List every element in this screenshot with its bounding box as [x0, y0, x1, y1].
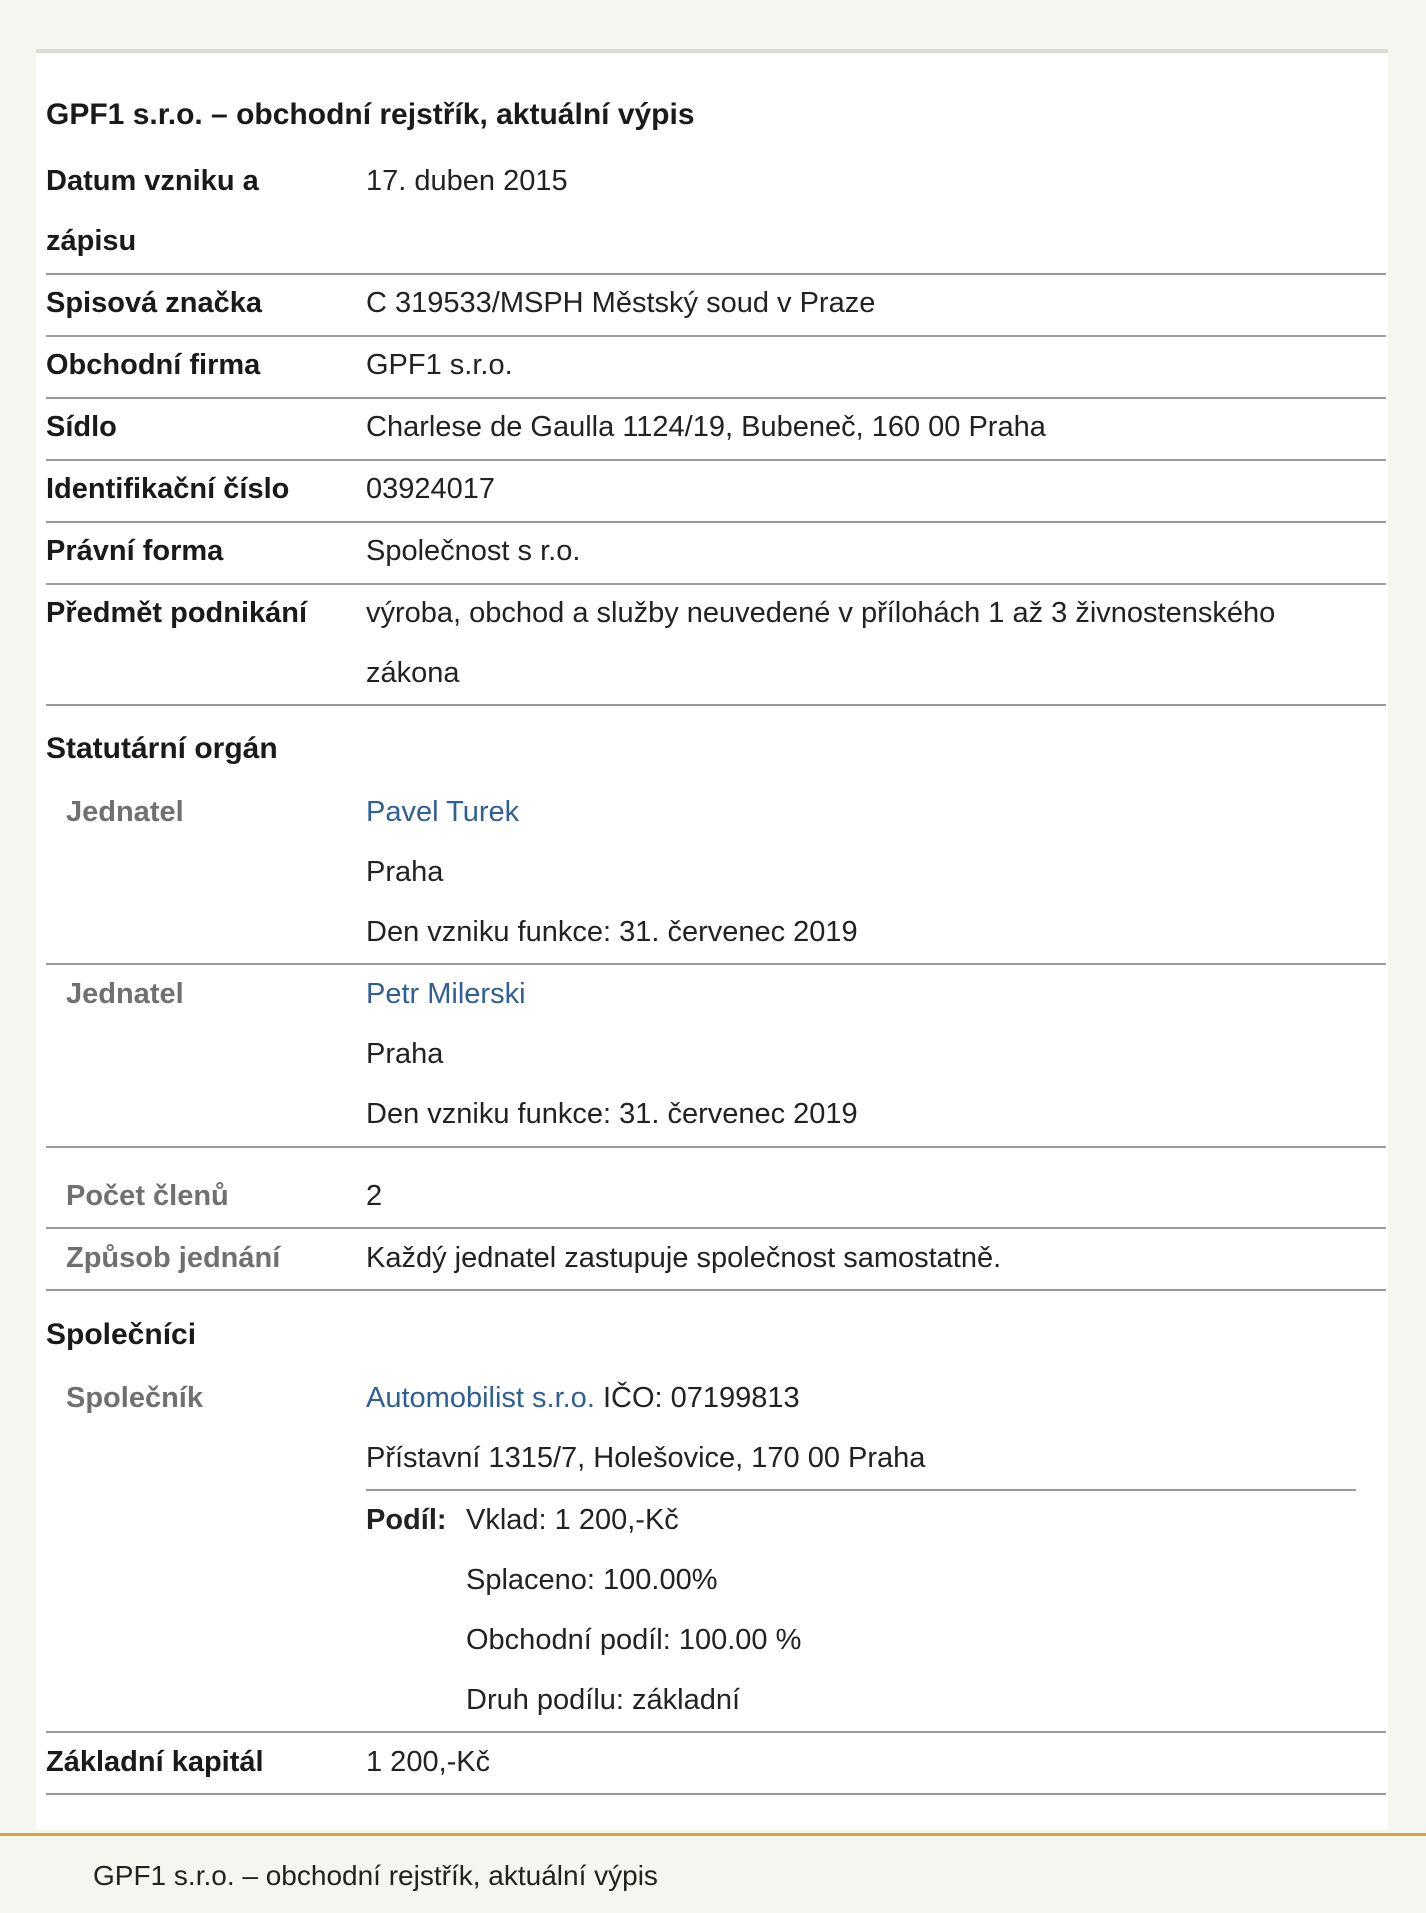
divider	[46, 459, 1386, 461]
divider	[46, 273, 1386, 275]
jednatel-since-1: Den vzniku funkce: 31. červenec 2019	[366, 916, 858, 948]
firma-value: GPF1 s.r.o.	[366, 349, 513, 381]
datum-value: 17. duben 2015	[366, 165, 568, 197]
sidlo-label: Sídlo	[46, 411, 117, 443]
spisova-label: Spisová značka	[46, 287, 262, 319]
firma-label: Obchodní firma	[46, 349, 261, 381]
ico-label: Identifikační číslo	[46, 473, 290, 505]
jednatel-city-2: Praha	[366, 1038, 444, 1070]
divider	[366, 1489, 1356, 1491]
divider	[46, 1793, 1386, 1795]
jednatel-role-2: Jednatel	[66, 978, 184, 1010]
divider	[46, 521, 1386, 523]
spolecnik-name-row	[366, 1382, 800, 1415]
divider	[46, 963, 1386, 965]
jednatel-link-1[interactable]: Pavel Turek	[366, 796, 520, 828]
predmet-value-line1: výroba, obchod a služby neuvedené v přílohách 1 až 3 živnostenského	[366, 597, 1276, 629]
spolecnik-ico: IČO: 07199813	[602, 1382, 800, 1414]
divider	[46, 1731, 1386, 1733]
divider	[46, 1289, 1386, 1291]
pravni-value: Společnost s r.o.	[366, 535, 581, 567]
jednatel-name-2[interactable]	[366, 978, 526, 1011]
ico-value: 03924017	[366, 473, 496, 505]
jednatel-name-1[interactable]	[366, 796, 519, 829]
spolecnici-heading: Společníci	[46, 1318, 197, 1351]
divider	[46, 1146, 1386, 1148]
kapital-value: 1 200,-Kč	[366, 1746, 491, 1778]
zpusob-value: Každý jednatel zastupuje společnost samostatně.	[366, 1242, 1002, 1274]
podil-vklad: Vklad: 1 200,-Kč	[466, 1504, 679, 1536]
kapital-label: Základní kapitál	[46, 1746, 264, 1778]
pocet-value: 2	[366, 1180, 383, 1212]
divider	[46, 1227, 1386, 1229]
podil-obchodni: Obchodní podíl: 100.00 %	[466, 1624, 802, 1656]
footer-text: GPF1 s.r.o. – obchodní rejstřík, aktuální výpis	[93, 1860, 658, 1891]
spisova-value: C 319533/MSPH Městský soud v Praze	[366, 287, 876, 319]
jednatel-since-2: Den vzniku funkce: 31. červenec 2019	[366, 1098, 858, 1130]
podil-druh: Druh podílu: základní	[466, 1684, 741, 1716]
jednatel-link-2[interactable]: Petr Milerski	[366, 978, 526, 1010]
page-title: GPF1 s.r.o. – obchodní rejstřík, aktuální výpis	[46, 98, 695, 131]
datum-label-line2: zápisu	[46, 225, 137, 257]
predmet-value-line2: zákona	[366, 657, 460, 689]
divider	[46, 397, 1386, 399]
divider	[46, 704, 1386, 706]
statutarni-heading: Statutární orgán	[46, 732, 278, 765]
spolecnik-role: Společník	[66, 1382, 203, 1414]
zpusob-label: Způsob jednání	[66, 1242, 281, 1274]
datum-label-line1: Datum vzniku a	[46, 165, 259, 197]
podil-splaceno: Splaceno: 100.00%	[466, 1564, 718, 1596]
pocet-label: Počet členů	[66, 1180, 229, 1212]
jednatel-role-1: Jednatel	[66, 796, 184, 828]
divider	[46, 335, 1386, 337]
spolecnik-link[interactable]: Automobilist s.r.o.	[366, 1382, 595, 1414]
sidlo-value: Charlese de Gaulla 1124/19, Bubeneč, 160 00 Praha	[366, 411, 1046, 443]
spolecnik-address: Přístavní 1315/7, Holešovice, 170 00 Praha	[366, 1442, 926, 1474]
podil-label: Podíl:	[366, 1504, 447, 1536]
predmet-label: Předmět podnikání	[46, 597, 308, 629]
divider	[46, 583, 1386, 585]
jednatel-city-1: Praha	[366, 856, 444, 888]
pravni-label: Právní forma	[46, 535, 224, 567]
